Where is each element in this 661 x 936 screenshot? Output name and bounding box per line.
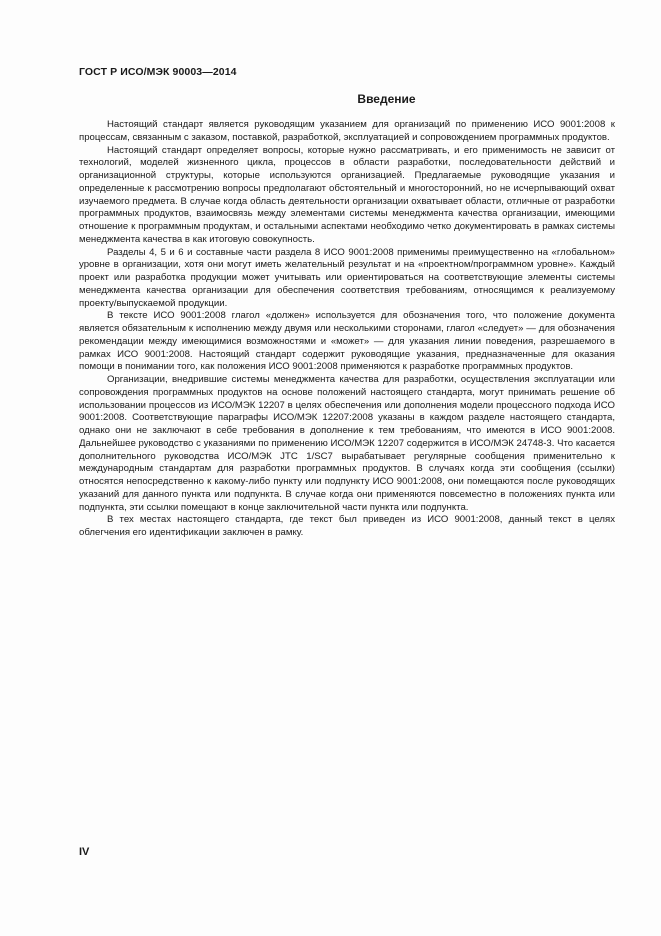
paragraph: Настоящий стандарт является руководящим указанием для организаций по применению ИСО 9001:2008 к процессам, связанным с заказом, поставкой, разработкой, эксплуатацией и сопровождением программных продуктов.	[79, 119, 615, 143]
paragraph: Организации, внедрившие системы менеджмента качества для разработки, осуществления эксплуатации или сопровождения программных продуктов на основе положений настоящего стандарта, могут принимать решение об использовании процессов из ИСО/МЭК 12207 в целях обеспечения или дополнения модели процессного подхода ИСО 9001:2008. Соответствующие параграфы ИСО/МЭК 12207:2008 указаны в каждом разделе настоящего стандарта, однако они не заключают в себе требования в дополнение к тем требованиям, что имеются в ИСО 9001:2008. Дальнейшее руководство с указаниями по применению ИСО/МЭК 12207 содержится в ИСО/МЭК 24748-3. Что касается дополнительного руководства ИСО/МЭК JTC 1/SC7 вырабатывает регулярные сообщения применительно к международным стандартам для разработки программных продуктов. В случаях когда эти сообщения (ссылки) относятся непосредственно к какому-либо пункту или подпункту ИСО 9001:2008, они помещаются после руководящих указаний для данного пункта или подпункта. В случае когда они применяются повсеместно в положениях пункта или подпункта, эти ссылки помещают в конце заключительной части пункта или подпункта.	[79, 374, 615, 513]
paragraph: Разделы 4, 5 и 6 и составные части раздела 8 ИСО 9001:2008 применимы преимущественно на «глобальном» уровне в организации, хотя они могут иметь желательный результат и на «проектном/программном уровне». Каждый проект или разработка продукции может учитывать или ориентироваться на соответствующие элементы системы менеджмента качества организации для обеспечения соответствия требованиям, относящимся к реализуемому проекту/выпускаемой продукции.	[79, 246, 615, 309]
paragraph: В тексте ИСО 9001:2008 глагол «должен» используется для обозначения того, что положение документа является обязательным к исполнению между двумя или несколькими сторонами, глагол «следует» — для обозначения рекомендации между имеющимися возможностями и «может» — для указания линии поведения, разрешаемого в рамках ИСО 9001:2008. Настоящий стандарт содержит руководящие указания, предназначенные для оказания помощи в понимании того, как положения ИСО 9001:2008 применяются к разработке программных продуктов.	[79, 310, 615, 373]
paragraph: Настоящий стандарт определяет вопросы, которые нужно рассматривать, и его применимость не зависит от технологий, моделей жизненного цикла, процессов в области разработки, последовательности действий и организационной структуры, которые используются организацией. Предлагаемые руководящие указания и определенные к рассмотрению вопросы предполагают обстоятельный и многосторонний, но не исчерпывающий охват изучаемого предмета. В случае когда область деятельности организации охватывает области, отличные от разработки программных продуктов, взаимосвязь между элементами системы менеджмента качества организации, имеющими отношение к программным продуктам, и остальными аспектами необходимо четко документировать в рамках системы менеджмента качества в как итоговую совокупность.	[79, 144, 615, 245]
page-number: IV	[79, 846, 90, 858]
body-text	[79, 119, 615, 540]
section-title: Введение	[357, 92, 416, 106]
paragraph: В тех местах настоящего стандарта, где текст был приведен из ИСО 9001:2008, данный текст в целях облегчения его идентификации заключен в рамку.	[79, 514, 615, 538]
document-header: ГОСТ Р ИСО/МЭК 90003—2014	[79, 66, 237, 78]
